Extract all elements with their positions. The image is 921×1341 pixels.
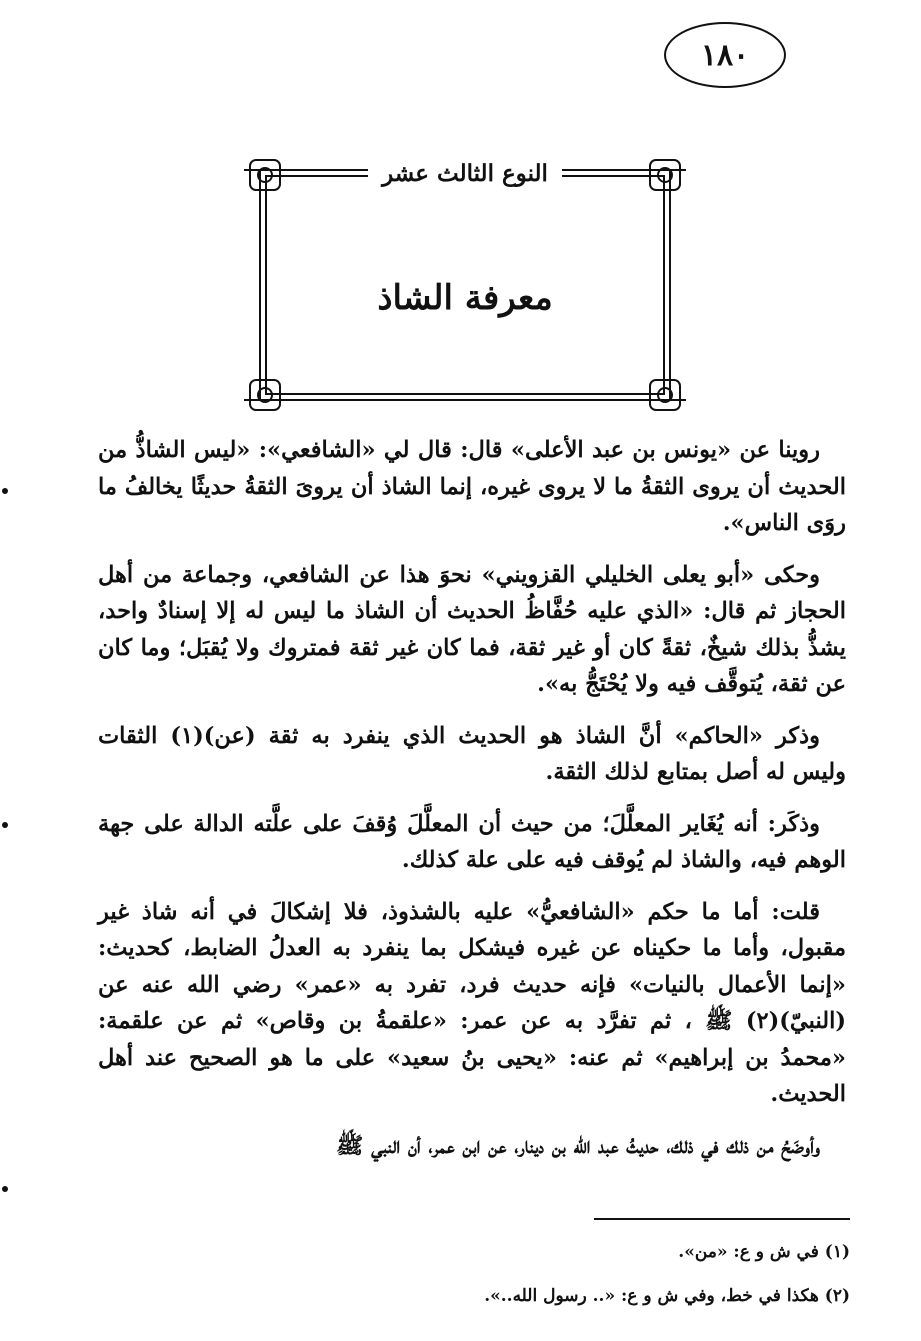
margin-mark bbox=[2, 1186, 8, 1192]
page-number: ١٨٠ bbox=[664, 22, 786, 88]
paragraph: روينا عن «يونس بن عبد الأعلى» قال: قال لي «الشافعي»: «ليس الشاذُّ من الحديث أن يروى الثقةُ ما لا يروى غيره، إنما الشاذ أن يروىَ الثقةُ حديثًا يخالفُ ما روَى الناس». bbox=[98, 437, 846, 536]
margin-mark bbox=[2, 822, 8, 828]
chapter-title: معرفة الشاذ bbox=[377, 278, 553, 318]
footnote: (١) في ش و ع: «من». bbox=[678, 1242, 850, 1262]
paragraph: وذكر «الحاكم» أنَّ الشاذ هو الحديث الذي ينفرد به ثقة (عن)(١) الثقات وليس له أصل بمتابع لذلك الثقة. bbox=[98, 722, 846, 785]
paragraph: وحكى «أبو يعلى الخليلي القزويني» نحوَ هذا عن الشافعي، وجماعة من أهل الحجاز ثم قال: «الذي عليه حُفَّاظُ الحديث أن الشاذ ما ليس له إلا إسنادٌ واحد، يشذُّ بذلك شيخٌ، ثقةً كان أو غير ثقة، فما كان غير ثقة فمتروك ولا يُقبَل؛ وما كان عن ثقة، يُتوقَّف فيه ولا يُحْتَجُّ به». bbox=[98, 561, 846, 697]
chapter-label: النوع الثالث عشر bbox=[240, 160, 690, 187]
margin-mark bbox=[2, 488, 8, 494]
paragraph: وذكَر: أنه يُغَاير المعلَّلَ؛ من حيث أن المعلَّلَ وُقفَ على علَّته الدالة على جهة الوهم فيه، والشاذ لم يُوقف فيه على علة كذلك. bbox=[98, 810, 846, 873]
paragraph: قلت: أما ما حكم «الشافعيُّ» عليه بالشذوذ، فلا إشكالَ في أنه شاذ غير مقبول، وأما ما حكيناه عن غيره فيشكل بما ينفرد به العدلُ الضابط، كحديث: «إنما الأعمال بالنيات» فإنه حديث فرد، تفرد به «عمر» رضي الله عنه عن (النبيّ)(٢) ﷺ ، ثم تفرَّد به عن عمر: «علقمةُ بن وقاص» ثم عن علقمة: «محمدُ بن إبراهيم» ثم عنه: «يحيى بنُ سعيد» على ما هو الصحيح عند أهل الحديث. bbox=[98, 898, 846, 1107]
footnote-divider bbox=[594, 1218, 850, 1220]
footnotes bbox=[120, 1230, 850, 1318]
chapter-title-frame bbox=[240, 150, 690, 420]
body-text bbox=[98, 432, 846, 1179]
paragraph: وأوضَحُ من ذلك في ذلك، حديثُ عبد الله بن دينار، عن ابن عمر، أن النبي ﷺ bbox=[336, 1132, 820, 1159]
footnote: (٢) هكذا في خط، وفي ش و ع: «.. رسول الله..». bbox=[484, 1286, 850, 1306]
